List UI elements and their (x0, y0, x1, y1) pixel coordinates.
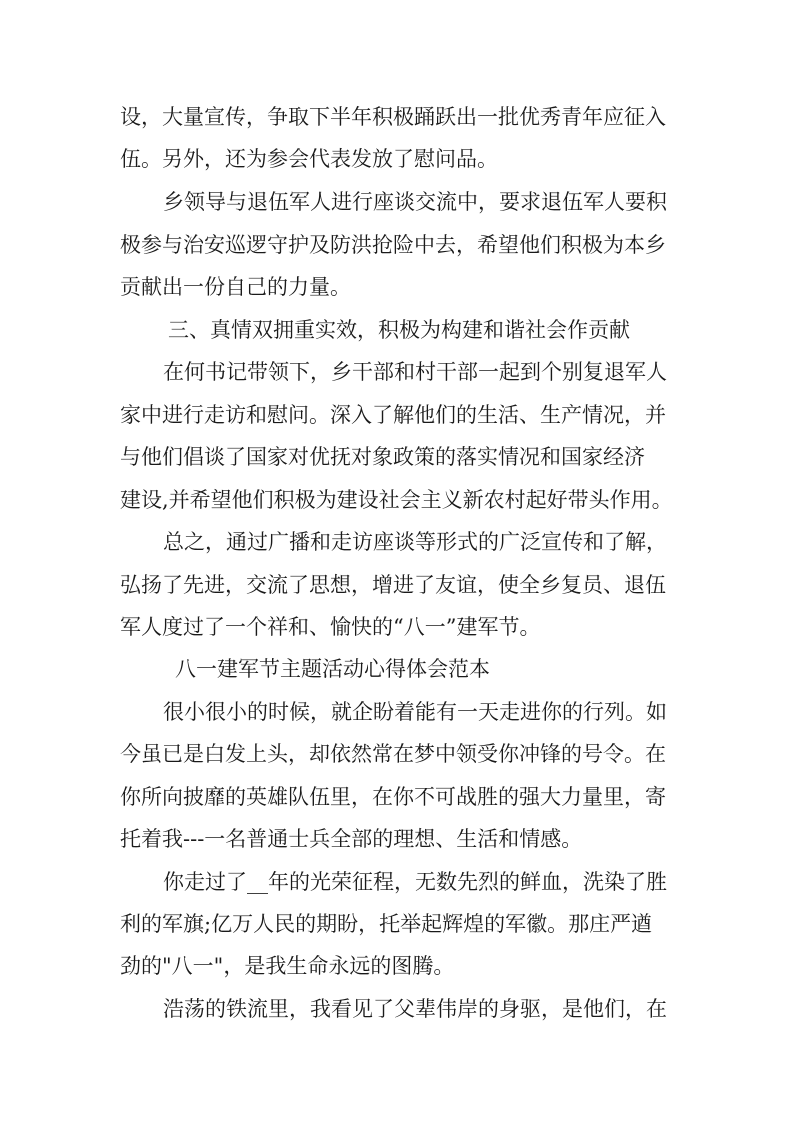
paragraph-line: 浩荡的铁流里，我看见了父辈伟岸的身驱，是他们，在 (163, 997, 667, 1021)
paragraph-line: 贡献出一份自己的力量。 (120, 275, 351, 299)
paragraph-line: 你走过了__年的光荣征程，无数先烈的鲜血，洗染了胜 (163, 870, 667, 894)
paragraph-line: 弘扬了先进，交流了思想，增进了友谊，使全乡复员、退伍 (120, 573, 666, 597)
paragraph-line: 与他们倡谈了国家对优抚对象政策的落实情况和国家经济 (120, 445, 645, 469)
paragraph-line: 军人度过了一个祥和、愉快的“八一”建军节。 (120, 615, 541, 639)
paragraph-line: 极参与治安巡逻守护及防洪抢险中去，希望他们积极为本乡 (120, 233, 666, 257)
article-title: 八一建军节主题活动心得体会范本 (175, 657, 490, 681)
paragraph-line: 乡领导与退伍军人进行座谈交流中，要求退伍军人要积 (163, 190, 667, 214)
paragraph-line: 劲的"八一"，是我生命永远的图腾。 (120, 954, 455, 978)
paragraph-line: 建设,并希望他们积极为建设社会主义新农村起好带头作用。 (120, 488, 673, 512)
paragraph-line: 家中进行走访和慰问。深入了解他们的生活、生产情况，并 (120, 403, 666, 427)
paragraph-line: 设，大量宣传，争取下半年积极踊跃出一批优秀青年应征入 (120, 105, 666, 129)
paragraph-line: 在何书记带领下，乡干部和村干部一起到个别复退军人 (163, 360, 667, 384)
paragraph-line: 今虽已是白发上头，却依然常在梦中领受你冲锋的号令。在 (120, 742, 666, 766)
section-heading: 三、真情双拥重实效，积极为构建和谐社会作贡献 (168, 318, 630, 342)
paragraph-line: 伍。另外，还为参会代表发放了慰问品。 (120, 147, 498, 171)
paragraph-line: 你所向披靡的英雄队伍里，在你不可战胜的强大力量里，寄 (120, 785, 666, 809)
paragraph-line: 很小很小的时候，就企盼着能有一天走进你的行列。如 (163, 700, 667, 724)
paragraph-line: 托着我---一名普通士兵全部的理想、生活和情感。 (120, 827, 583, 851)
paragraph-line: 总之，通过广播和走访座谈等形式的广泛宣传和了解， (163, 530, 667, 554)
paragraph-line: 利的军旗;亿万人民的期盼，托举起辉煌的军徽。那庄严遒 (120, 912, 653, 936)
